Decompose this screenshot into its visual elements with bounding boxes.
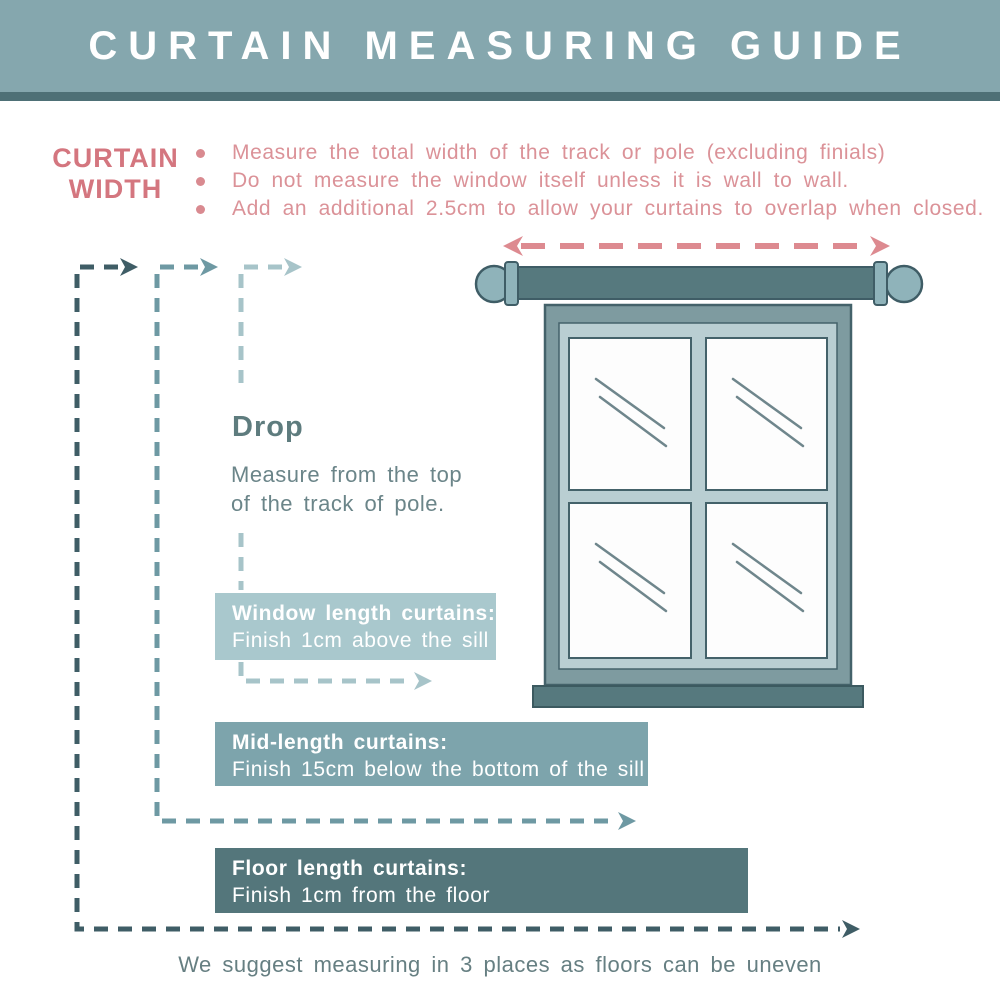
drop-description-line2: of the track of pole.: [231, 491, 445, 516]
window-length-box: [215, 593, 496, 660]
window-length-detail: Finish 1cm above the sill: [232, 629, 489, 652]
mid-length-box: [215, 722, 648, 786]
bullet-text: Measure the total width of the track or pole (excluding finials): [232, 141, 886, 164]
drop-description: [231, 460, 462, 518]
bullet-text: Add an additional 2.5cm to allow your curtains to overlap when closed.: [232, 197, 984, 220]
window-pane: [569, 338, 691, 490]
curtain-width-heading-line1: CURTAIN: [52, 143, 179, 173]
floor-length-box: [215, 848, 748, 913]
window-pane: [706, 503, 827, 658]
window-length-title: Window length curtains:: [232, 602, 496, 625]
bullet-text: Do not measure the window itself unless it is wall to wall.: [232, 169, 849, 192]
window-pane: [569, 503, 691, 658]
window-icon: [533, 305, 863, 707]
mid-length-detail: Finish 15cm below the bottom of the sill: [232, 758, 645, 781]
drop-heading: Drop: [232, 411, 304, 443]
window-sill: [533, 686, 863, 707]
curtain-pole-icon: [476, 262, 922, 305]
curtain-width-heading-line2: WIDTH: [68, 174, 163, 204]
floor-length-title: Floor length curtains:: [232, 857, 468, 880]
width-measure-arrow-icon: [503, 236, 890, 256]
window-pane: [706, 338, 827, 490]
drop-description-line1: Measure from the top: [231, 462, 463, 487]
floor-length-detail: Finish 1cm from the floor: [232, 884, 491, 907]
footer-note: We suggest measuring in 3 places as floors can be uneven: [178, 952, 822, 977]
mid-length-title: Mid-length curtains:: [232, 731, 448, 754]
page-title: CURTAIN MEASURING GUIDE: [88, 23, 912, 68]
